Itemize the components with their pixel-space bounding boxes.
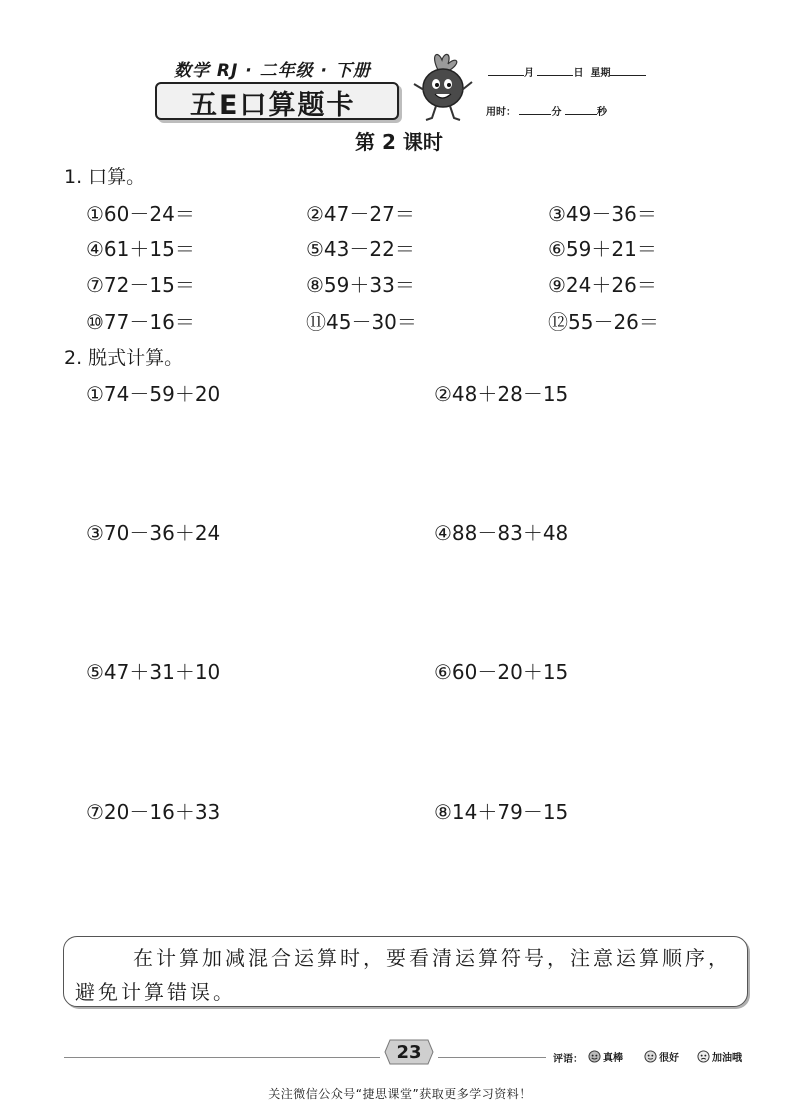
rating-keep-going-label: 加油哦 — [712, 1053, 742, 1064]
rating-good-label: 很好 — [659, 1053, 679, 1064]
time-used-field — [486, 103, 607, 118]
month-label: 月 — [524, 68, 534, 79]
weekday-label: 星期 — [590, 68, 611, 79]
rating-great — [588, 1049, 623, 1064]
step-calc-problem: ①74－59＋20 — [86, 382, 221, 406]
month-blank — [488, 65, 524, 76]
mental-math-problem: ⑥59＋21＝ — [548, 237, 657, 261]
section1-title: 1. 口算。 — [64, 166, 146, 188]
step-calc-problem: ③70－36＋24 — [86, 521, 221, 545]
second-label: 秒 — [596, 107, 607, 118]
step-calc-problem: ④88－83＋48 — [434, 521, 569, 545]
rating-good — [644, 1049, 679, 1064]
date-field — [488, 64, 646, 79]
section2-title: 2. 脱式计算。 — [64, 347, 184, 369]
mental-math-problem: ①60－24＝ — [86, 202, 195, 226]
mental-math-problem: ②47－27＝ — [306, 202, 415, 226]
footer-note: 关注微信公众号“捷思课堂”获取更多学习资料！ — [268, 1087, 532, 1101]
mental-math-problem: ⑫55－26＝ — [548, 310, 659, 334]
footer-rule-left — [64, 1057, 380, 1058]
mental-math-problem: ⑩77－16＝ — [86, 310, 195, 334]
step-calc-problem: ⑤47＋31＋10 — [86, 660, 221, 684]
mental-math-problem: ⑦72－15＝ — [86, 273, 195, 297]
lesson-title: 第 2 课时 — [355, 130, 443, 154]
minute-label: 分 — [551, 107, 562, 118]
minute-blank — [519, 104, 551, 115]
page-number: 23 — [396, 1042, 422, 1063]
day-label: 日 — [573, 68, 584, 79]
step-calc-problem: ②48＋28－15 — [434, 382, 569, 406]
mental-math-problem: ④61＋15＝ — [86, 237, 195, 261]
day-blank — [537, 65, 573, 76]
sad-face-icon — [697, 1050, 710, 1063]
card-title: 五E口算题卡 — [190, 90, 356, 121]
weekday-blank — [610, 65, 646, 76]
tip-text: 在计算加减混合运算时，要看清运算符号，注意运算顺序，避免计算错误。 — [75, 946, 731, 1004]
smiley-face-icon — [588, 1050, 601, 1063]
mental-math-problem: ③49－36＝ — [548, 202, 657, 226]
mental-math-problem: ⑤43－22＝ — [306, 237, 415, 261]
happy-face-icon — [644, 1050, 657, 1063]
mental-math-problem: ⑪45－30＝ — [306, 310, 417, 334]
second-blank — [565, 104, 597, 115]
time-used-label: 用时： — [486, 107, 516, 118]
footer-rule-right — [438, 1057, 546, 1058]
mental-math-problem: ⑧59＋33＝ — [306, 273, 415, 297]
rating-keep-going — [697, 1049, 742, 1064]
step-calc-problem: ⑧14＋79－15 — [434, 800, 569, 824]
radish-mascot-icon — [408, 50, 478, 122]
book-subject: 数学 RJ · 二年级 · 下册 — [174, 61, 371, 81]
mental-math-problem: ⑨24＋26＝ — [548, 273, 657, 297]
step-calc-problem: ⑦20－16＋33 — [86, 800, 221, 824]
rating-great-label: 真棒 — [603, 1053, 623, 1064]
step-calc-problem: ⑥60－20＋15 — [434, 660, 569, 684]
rating-label: 评语： — [553, 1054, 583, 1065]
